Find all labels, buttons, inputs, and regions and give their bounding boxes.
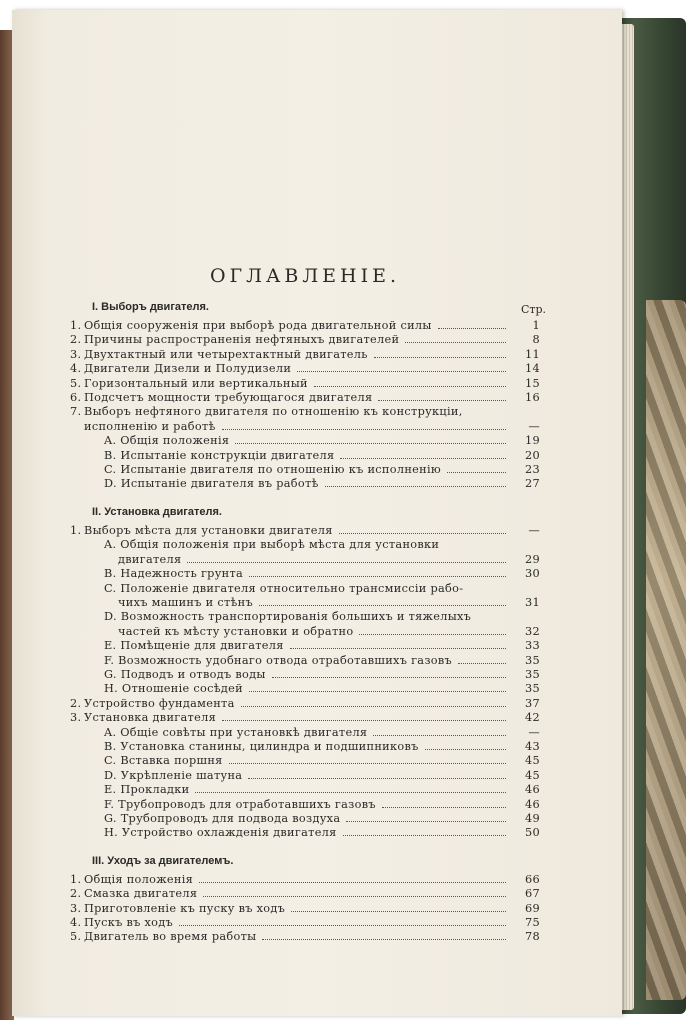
- toc-entry: [70, 682, 540, 696]
- toc-entry: [70, 812, 540, 826]
- entry-number: 3.: [70, 901, 82, 915]
- page-column-label: Стр.: [520, 303, 546, 316]
- dot-leader: [447, 472, 506, 473]
- entry-page: 30: [525, 567, 540, 581]
- entry-page: —: [528, 725, 540, 739]
- entry-number: 4.: [70, 362, 82, 376]
- dot-leader: [262, 939, 506, 940]
- dot-leader: [195, 792, 506, 793]
- entry-text: Двигатель во время работы: [84, 930, 257, 944]
- toc-entry-continuation: [70, 625, 540, 639]
- toc-entry: [70, 726, 540, 740]
- entry-page: 45: [525, 754, 540, 768]
- toc-entry: [70, 463, 540, 477]
- dot-leader: [346, 821, 506, 822]
- entry-text-continued: двигателя: [118, 552, 182, 566]
- entry-text: D. Укрѣпленіе шатуна: [104, 768, 243, 782]
- dot-leader: [458, 663, 506, 664]
- toc-entry: [70, 333, 540, 347]
- entry-text: Приготовленіе къ пуску въ ходъ: [84, 901, 286, 915]
- entry-text: Двухтактный или четырехтактный двигатель: [84, 347, 368, 361]
- entry-page: 8: [532, 333, 540, 347]
- entry-page: 32: [525, 624, 540, 638]
- entry-text: Причины распространенія нефтяныхъ двигателей: [84, 333, 400, 347]
- dot-leader: [222, 429, 506, 430]
- entry-text: B. Установка станины, цилиндра и подшипниковъ: [104, 739, 419, 753]
- entry-page: 69: [525, 901, 540, 915]
- entry-page: 37: [525, 696, 540, 710]
- entry-page: 1: [532, 319, 540, 332]
- entry-text: Горизонтальный или вертикальный: [84, 376, 308, 390]
- dot-leader: [222, 720, 506, 721]
- entry-text: Двигатели Дизели и Полудизели: [84, 362, 292, 376]
- entry-page: 11: [525, 347, 540, 361]
- toc-entry: [70, 873, 540, 887]
- toc-entry-continuation: [70, 596, 540, 610]
- toc-entry: [70, 887, 540, 901]
- entry-text: Устройство фундамента: [84, 696, 235, 710]
- dot-leader: [187, 562, 506, 563]
- entry-text-continued: чихъ машинъ и стѣнъ: [118, 595, 253, 609]
- entry-number: 2.: [70, 696, 82, 710]
- section-gap: [70, 492, 540, 500]
- toc-entry: [70, 826, 540, 840]
- toc-entry: [70, 783, 540, 797]
- entry-text: H. Отношеніе сосѣдей: [104, 682, 243, 696]
- entry-number: 2.: [70, 333, 82, 347]
- entry-page: 16: [525, 391, 540, 405]
- entry-text: Установка двигателя: [84, 711, 216, 725]
- toc-entry: [70, 434, 540, 448]
- entry-text: F. Трубопроводъ для отработавшихъ газовъ: [104, 797, 376, 811]
- dot-leader: [405, 342, 506, 343]
- toc-title: ОГЛАВЛЕНІЕ.: [209, 265, 401, 287]
- toc-entry: [70, 610, 540, 624]
- dot-leader: [340, 458, 506, 459]
- entry-page: —: [528, 419, 540, 433]
- entry-text-continued: частей къ мѣсту установки и обратно: [118, 624, 354, 638]
- entry-text: C. Положеніе двигателя относительно трансмиссіи рабо-: [104, 581, 464, 595]
- dot-leader: [374, 357, 506, 358]
- entry-page: —: [528, 523, 540, 537]
- dot-leader: [325, 486, 506, 487]
- toc-entry: [70, 668, 540, 682]
- toc-entry: [70, 477, 540, 491]
- entry-page: 75: [525, 916, 540, 930]
- dot-leader: [199, 882, 506, 883]
- toc-entry: [70, 697, 540, 711]
- toc-entry: [70, 754, 540, 768]
- entry-text: A. Общія положенія: [104, 434, 230, 448]
- entry-text: B. Надежность грунта: [104, 567, 244, 581]
- entry-page: 49: [525, 812, 540, 825]
- dot-leader: [343, 835, 506, 836]
- entry-text: D. Испытаніе двигателя въ работѣ: [104, 477, 319, 491]
- dot-leader: [297, 371, 506, 372]
- toc-entry: [70, 639, 540, 653]
- entry-page: 15: [525, 376, 540, 390]
- toc-entry: [70, 582, 540, 596]
- entry-text: H. Устройство охлажденія двигателя: [104, 826, 337, 840]
- entry-text: E. Помѣщеніе для двигателя: [104, 639, 284, 653]
- section-heading: III. Уходъ за двигателемъ.: [92, 854, 234, 867]
- dot-leader: [378, 400, 506, 401]
- entry-text: Смазка двигателя: [84, 887, 198, 901]
- dot-leader: [425, 749, 506, 750]
- entry-page: 78: [525, 930, 540, 944]
- entry-number: 7.: [70, 405, 82, 419]
- entry-number: 5.: [70, 376, 82, 390]
- entry-number: 3.: [70, 711, 82, 725]
- dot-leader: [290, 648, 506, 649]
- entry-page: 42: [525, 711, 540, 725]
- toc-entry: [70, 377, 540, 391]
- entry-page: 50: [525, 826, 540, 840]
- dot-leader: [272, 677, 506, 678]
- toc-entry: [70, 769, 540, 783]
- entry-page: 35: [525, 667, 540, 681]
- toc-entry: [70, 740, 540, 754]
- entry-page: 35: [525, 682, 540, 696]
- section-heading: I. Выборъ двигателя.: [92, 301, 209, 313]
- toc-sections: [70, 301, 540, 945]
- toc-entry: [70, 319, 540, 333]
- entry-text: C. Вставка поршня: [104, 754, 223, 768]
- entry-number: 1.: [70, 523, 82, 537]
- book-page: [12, 10, 622, 1016]
- dot-leader: [241, 706, 506, 707]
- entry-page: 19: [525, 434, 540, 448]
- entry-text: Выборъ мѣста для установки двигателя: [84, 523, 333, 537]
- dot-leader: [248, 778, 506, 779]
- section-heading: II. Установка двигателя.: [92, 505, 222, 518]
- marbled-cover-edge: [646, 300, 686, 1000]
- entry-text: Подсчетъ мощности требующагося двигателя: [84, 391, 373, 405]
- entry-page: 33: [525, 639, 540, 653]
- dot-leader: [259, 605, 506, 606]
- toc-entry-continuation: [70, 420, 540, 434]
- entry-text: F. Возможность удобнаго отвода отработавшихъ газовъ: [104, 653, 453, 667]
- entry-page: 43: [525, 739, 540, 753]
- entry-text: B. Испытаніе конструкціи двигателя: [104, 448, 335, 462]
- entry-text: Общія положенія: [84, 872, 194, 886]
- entry-text: D. Возможность транспортированія большихъ и тяжелыхъ: [104, 610, 472, 624]
- toc-entry: [70, 711, 540, 725]
- dot-leader: [229, 763, 506, 764]
- entry-text: Пускъ въ ходъ: [84, 916, 174, 930]
- entry-number: 1.: [70, 319, 82, 332]
- toc-entry: [70, 362, 540, 376]
- entry-text: G. Подводъ и отводъ воды: [104, 667, 266, 681]
- entry-page: 31: [525, 595, 540, 609]
- entry-page: 45: [525, 768, 540, 782]
- entry-number: 4.: [70, 916, 82, 930]
- entry-number: 1.: [70, 872, 82, 886]
- toc-entry: [70, 538, 540, 552]
- dot-leader: [291, 911, 506, 912]
- dot-leader: [249, 576, 506, 577]
- entry-page: 14: [525, 362, 540, 376]
- dot-leader: [235, 443, 506, 444]
- entry-number: 2.: [70, 887, 82, 901]
- dot-leader: [339, 533, 506, 534]
- dot-leader: [359, 634, 506, 635]
- toc-entry: [70, 391, 540, 405]
- entry-number: 6.: [70, 391, 82, 405]
- section-gap: [70, 841, 540, 849]
- entry-page: 35: [525, 653, 540, 667]
- entry-page: 67: [525, 887, 540, 901]
- entry-page: 66: [525, 872, 540, 886]
- toc-entry: [70, 930, 540, 944]
- entry-text: Выборъ нефтяного двигателя по отношенію къ конструкціи,: [84, 405, 463, 419]
- toc-entry: [70, 567, 540, 581]
- entry-text: G. Трубопроводъ для подвода воздуха: [104, 812, 341, 825]
- toc-entry: [70, 916, 540, 930]
- entry-number: 5.: [70, 930, 82, 944]
- entry-page: 46: [525, 797, 540, 811]
- dot-leader: [249, 691, 506, 692]
- dot-leader: [179, 925, 506, 926]
- toc-content: [70, 265, 546, 945]
- entry-page: 23: [525, 463, 540, 477]
- dot-leader: [438, 328, 506, 329]
- toc-entry: [70, 902, 540, 916]
- dot-leader: [382, 807, 506, 808]
- dot-leader: [314, 386, 506, 387]
- toc-entry: [70, 449, 540, 463]
- toc-entry: [70, 524, 540, 538]
- dot-leader: [203, 896, 506, 897]
- toc-entry: [70, 348, 540, 362]
- entry-text-continued: исполненію и работѣ: [84, 419, 216, 433]
- entry-text: A. Общія положенія при выборѣ мѣста для установки: [104, 538, 440, 552]
- entry-text: C. Испытаніе двигателя по отношенію къ исполненію: [104, 463, 442, 477]
- entry-number: 3.: [70, 347, 82, 361]
- entry-page: 29: [525, 552, 540, 566]
- entry-page: 27: [525, 477, 540, 491]
- toc-entry: [70, 405, 540, 419]
- toc-entry: [70, 654, 540, 668]
- entry-text: Общія сооруженія при выборѣ рода двигательной силы: [84, 319, 432, 332]
- entry-page: 46: [525, 783, 540, 797]
- toc-entry: [70, 798, 540, 812]
- dot-leader: [373, 735, 506, 736]
- entry-text: E. Прокладки: [104, 783, 190, 797]
- toc-entry-continuation: [70, 553, 540, 567]
- entry-text: A. Общіе совѣты при установкѣ двигателя: [104, 725, 368, 739]
- entry-page: 20: [525, 448, 540, 462]
